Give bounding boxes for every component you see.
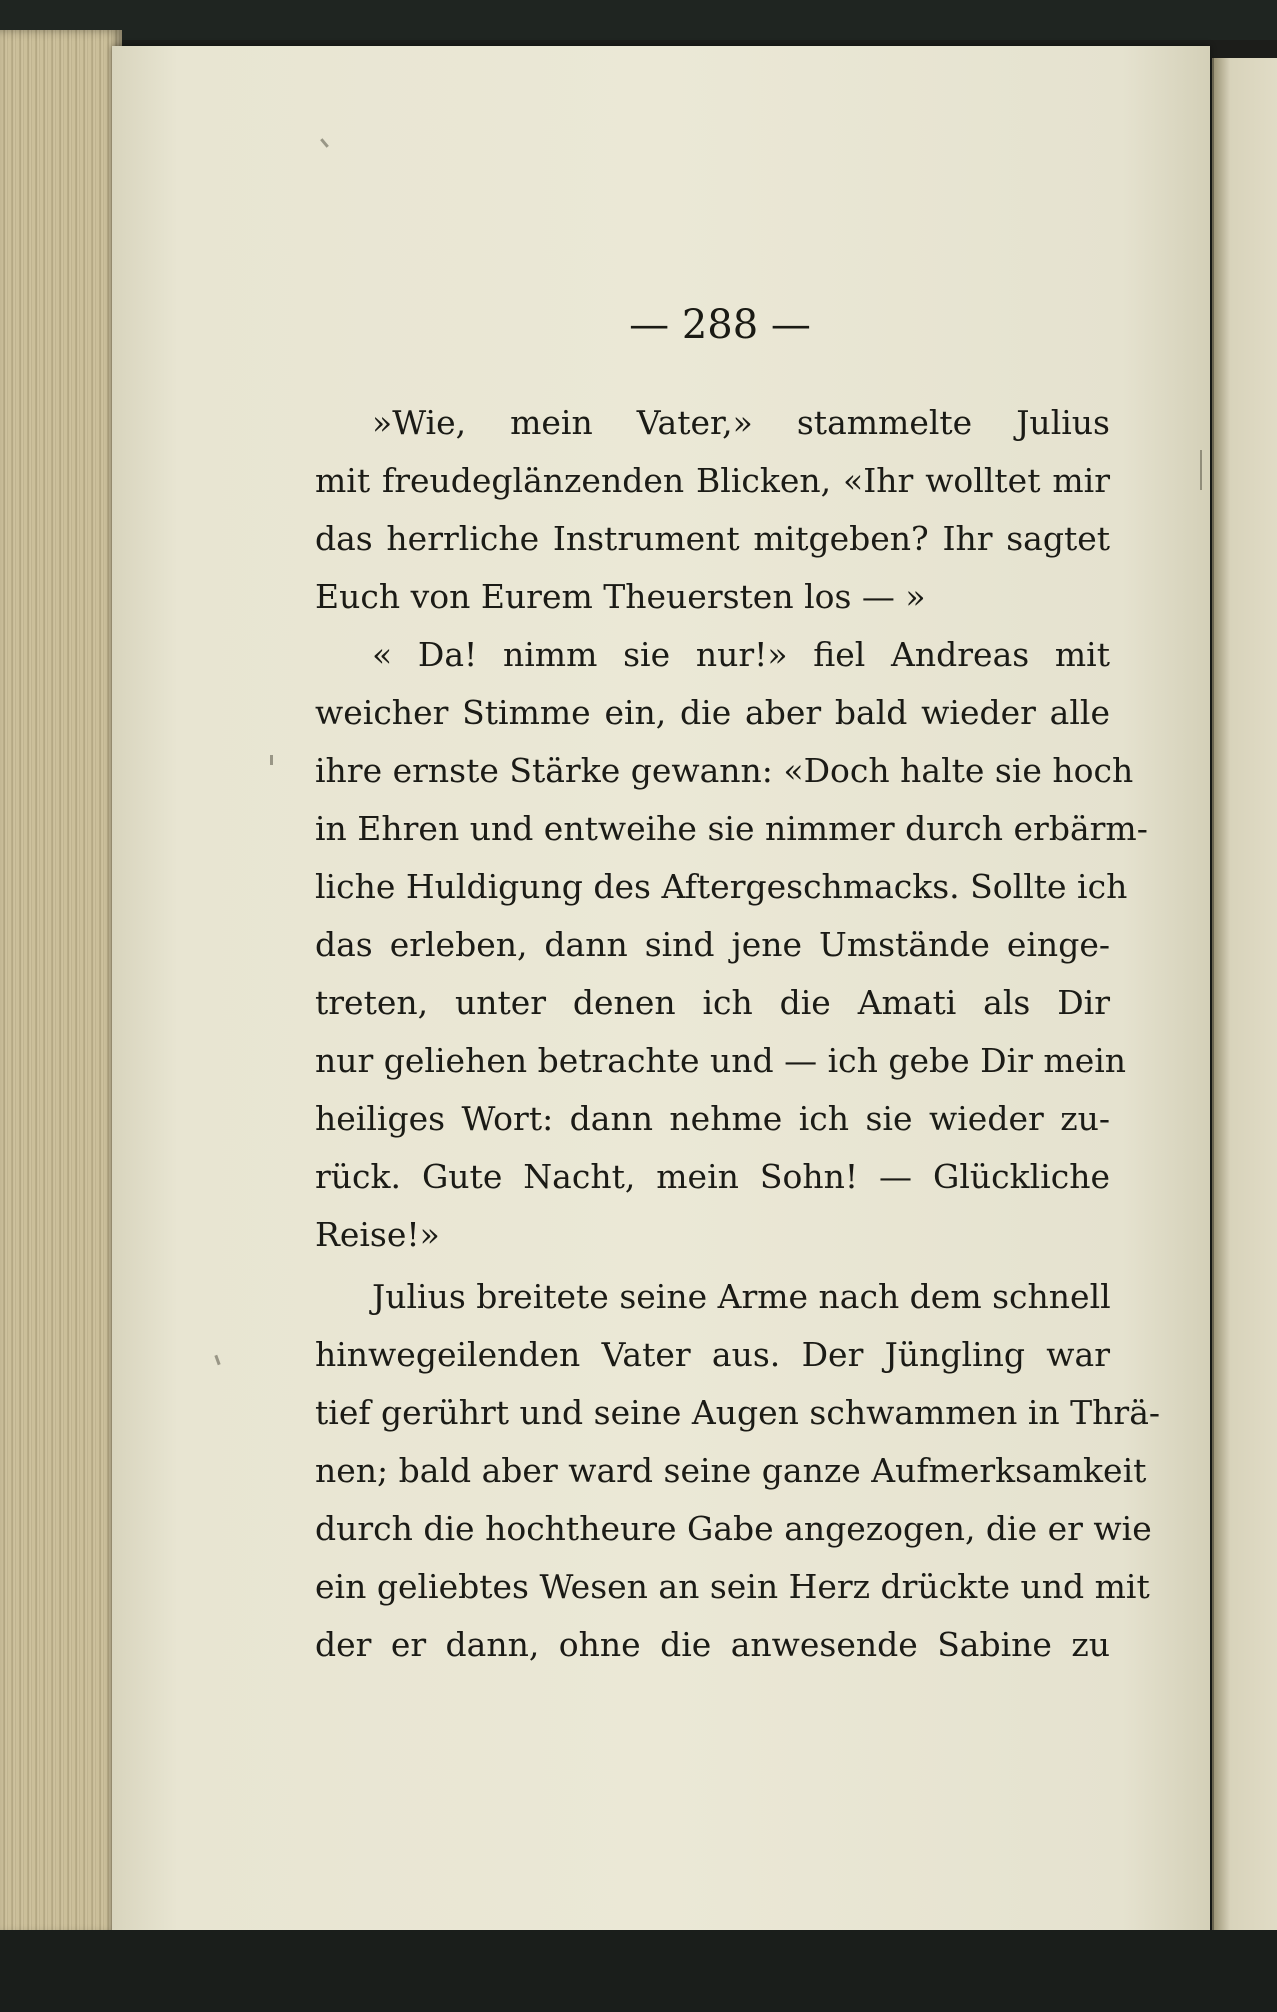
text-line: ein geliebtes Wesen an sein Herz drückte und mit — [315, 1567, 1150, 1606]
text-line: »Wie, mein Vater,» stammelte Julius — [372, 403, 1110, 442]
page-edges-stack — [0, 30, 122, 1935]
text-line: nen; bald aber ward seine ganze Aufmerksamkeit — [315, 1451, 1147, 1490]
text-line: hinwegeilenden Vater aus. Der Jüngling war — [315, 1335, 1110, 1374]
text-line: in Ehren und entweihe sie nimmer durch erbärm- — [315, 809, 1148, 848]
text-line: tief gerührt und seine Augen schwammen in Thrä- — [315, 1393, 1161, 1432]
scanner-background-bottom — [0, 1930, 1277, 2012]
scanner-background-top — [0, 0, 1277, 40]
page-number: — 288 — — [629, 302, 811, 348]
text-line: das herrliche Instrument mitgeben? Ihr sagtet — [315, 519, 1110, 558]
text-line: nur geliehen betrachte und — ich gebe Dir mein — [315, 1041, 1127, 1080]
text-line: ihre ernste Stärke gewann: «Doch halte sie hoch — [315, 751, 1134, 790]
text-line: durch die hochtheure Gabe angezogen, die er wie — [315, 1509, 1152, 1548]
facing-page-edge — [1212, 58, 1277, 1934]
text-line: weicher Stimme ein, die aber bald wieder alle — [315, 693, 1110, 732]
text-line: der er dann, ohne die anwesende Sabine zu — [315, 1625, 1110, 1664]
paper-speck — [270, 755, 273, 765]
text-line: treten, unter denen ich die Amati als Dir — [315, 983, 1110, 1022]
text-line: Reise!» — [315, 1215, 440, 1254]
text-line: mit freudeglänzenden Blicken, «Ihr wolltet mir — [315, 461, 1110, 500]
text-line: liche Huldigung des Aftergeschmacks. Sollte ich — [315, 867, 1128, 906]
text-line: « Da! nimm sie nur!» fiel Andreas mit — [372, 635, 1110, 674]
text-line: das erleben, dann sind jene Umstände einge- — [315, 925, 1110, 964]
text-line: Euch von Eurem Theuersten los — » — [315, 577, 926, 616]
text-line: rück. Gute Nacht, mein Sohn! — Glückliche — [315, 1157, 1110, 1196]
paper-speck — [1200, 450, 1202, 490]
text-line: heiliges Wort: dann nehme ich sie wieder zu- — [315, 1099, 1110, 1138]
text-line: Julius breitete seine Arme nach dem schnell — [372, 1277, 1111, 1316]
